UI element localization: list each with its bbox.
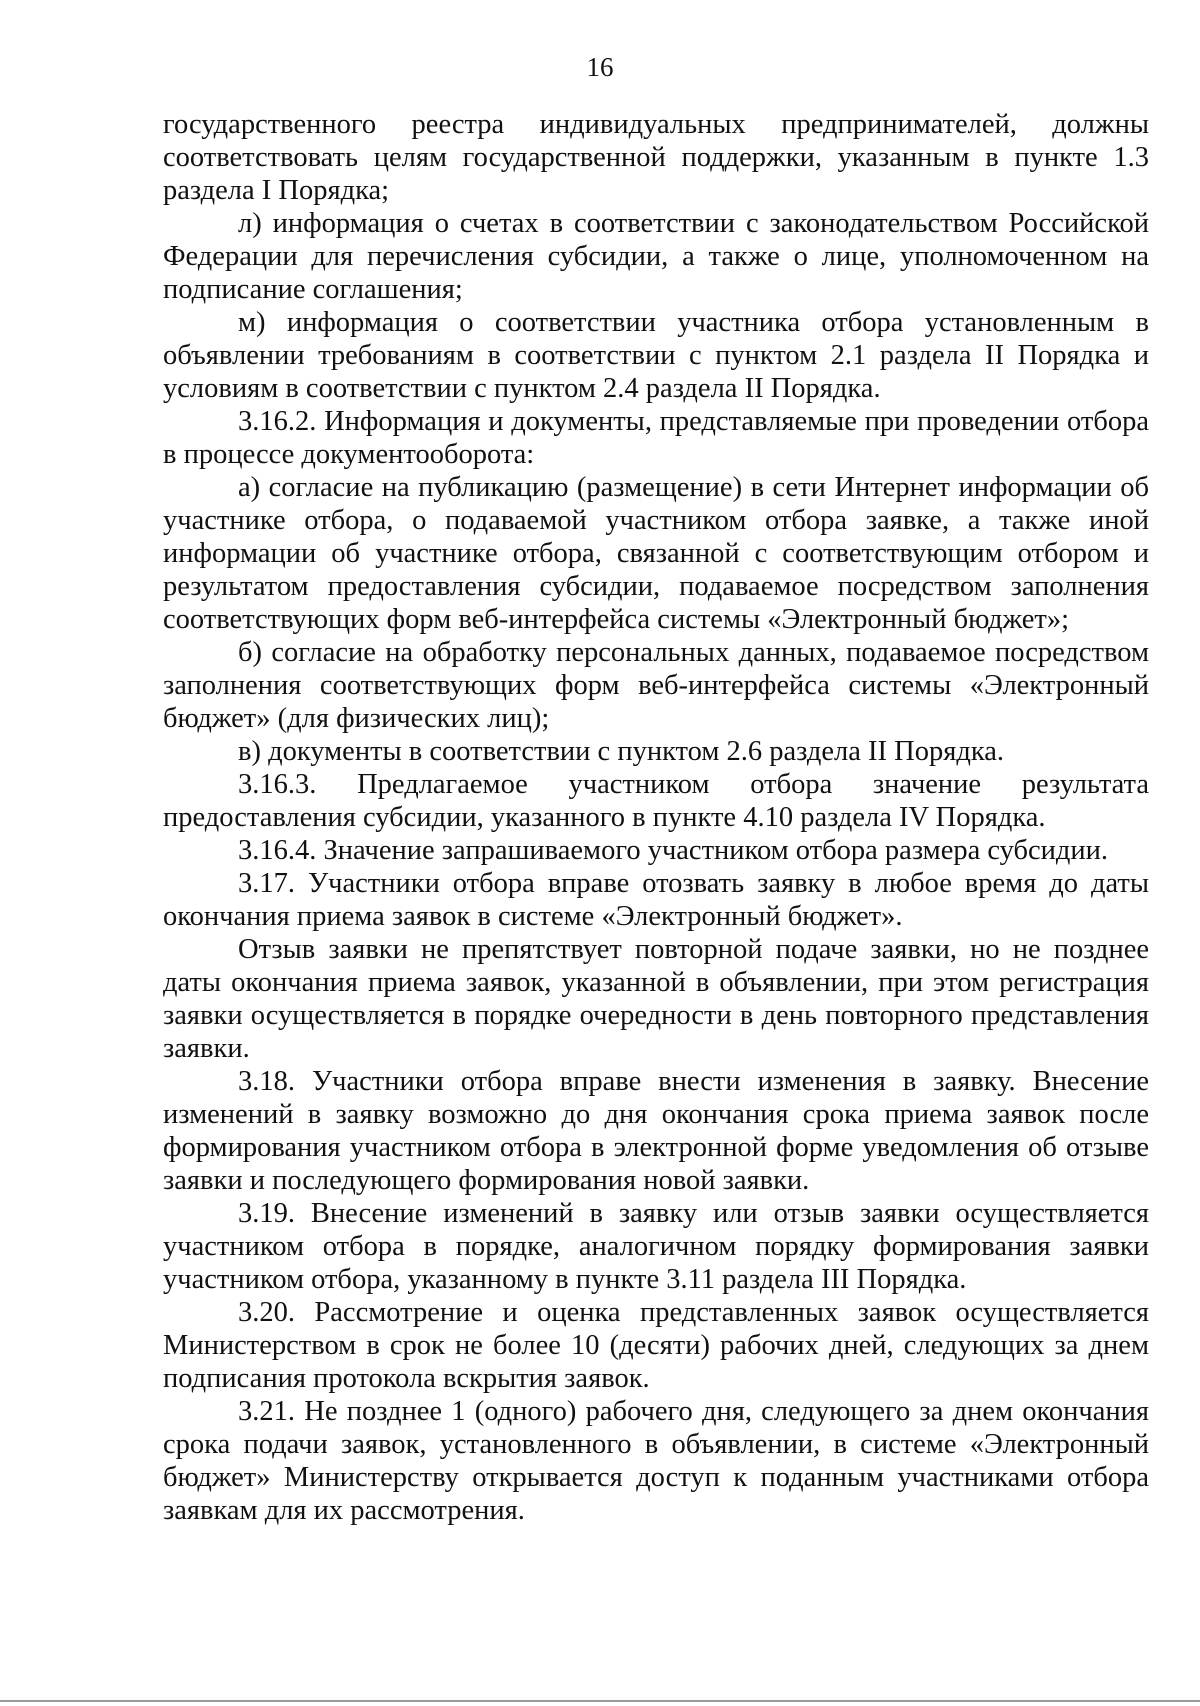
paragraph: в) документы в соответствии с пунктом 2.6 раздела II Порядка. bbox=[238, 736, 1005, 767]
paragraph: 3.18. Участники отбора вправе внести изменения в заявку. Внесение изменений в заявку возможно до дня окончания срока приема заявок после формирования участником отбора в электронной форме уведомления об отзыве заявки и последующего формирования новой заявки. bbox=[163, 1066, 1149, 1196]
paragraph: 3.20. Рассмотрение и оценка представленных заявок осуществляется Министерством в срок не более 10 (десяти) рабочих дней, следующих за днем подписания протокола вскрытия заявок. bbox=[163, 1297, 1149, 1394]
paragraph: 3.16.4. Значение запрашиваемого участником отбора размера субсидии. bbox=[238, 835, 1109, 866]
paragraph: 3.19. Внесение изменений в заявку или отзыв заявки осуществляется участником отбора в порядке, аналогичном порядку формирования заявки участником отбора, указанному в пункте 3.11 раздела III Порядка. bbox=[163, 1198, 1149, 1295]
document-body bbox=[163, 108, 1149, 1527]
paragraph: Отзыв заявки не препятствует повторной подаче заявки, но не позднее даты окончания приема заявок, указанной в объявлении, при этом регистрация заявки осуществляется в порядке очередности в день повторного представления заявки. bbox=[163, 934, 1149, 1064]
paragraph: л) информация о счетах в соответствии с законодательством Российской Федерации для перечисления субсидии, а также о лице, уполномоченном на подписание соглашения; bbox=[163, 208, 1149, 305]
paragraph: м) информация о соответствии участника отбора установленным в объявлении требованиям в соответствии с пунктом 2.1 раздела II Порядка и условиям в соответствии с пунктом 2.4 раздела II Порядка. bbox=[163, 307, 1149, 404]
paragraph: 3.21. Не позднее 1 (одного) рабочего дня, следующего за днем окончания срока подачи заявок, установленного в объявлении, в системе «Электронный бюджет» Министерству открывается доступ к поданным участниками отбора заявкам для их рассмотрения. bbox=[163, 1396, 1149, 1526]
paragraph: б) согласие на обработку персональных данных, подаваемое посредством заполнения соответствующих форм веб-интерфейса системы «Электронный бюджет» (для физических лиц); bbox=[163, 637, 1149, 734]
scan-edge-line bbox=[0, 1700, 1200, 1702]
paragraph: 3.17. Участники отбора вправе отозвать заявку в любое время до даты окончания приема заявок в системе «Электронный бюджет». bbox=[163, 868, 1149, 932]
paragraph: 3.16.2. Информация и документы, представляемые при проведении отбора в процессе документооборота: bbox=[163, 406, 1149, 470]
page-number: 16 bbox=[586, 52, 614, 82]
paragraph: а) согласие на публикацию (размещение) в сети Интернет информации об участнике отбора, о подаваемой участником отбора заявке, а также иной информации об участнике отбора, связанной с соответствующим отбором и результатом предоставления субсидии, подаваемое посредством заполнения соответствующих форм веб-интерфейса системы «Электронный бюджет»; bbox=[163, 472, 1149, 635]
paragraph: 3.16.3. Предлагаемое участником отбора значение результата предоставления субсидии, указанного в пункте 4.10 раздела IV Порядка. bbox=[163, 769, 1149, 833]
paragraph: государственного реестра индивидуальных предпринимателей, должны соответствовать целям государственной поддержки, указанным в пункте 1.3 раздела I Порядка; bbox=[163, 109, 1149, 206]
